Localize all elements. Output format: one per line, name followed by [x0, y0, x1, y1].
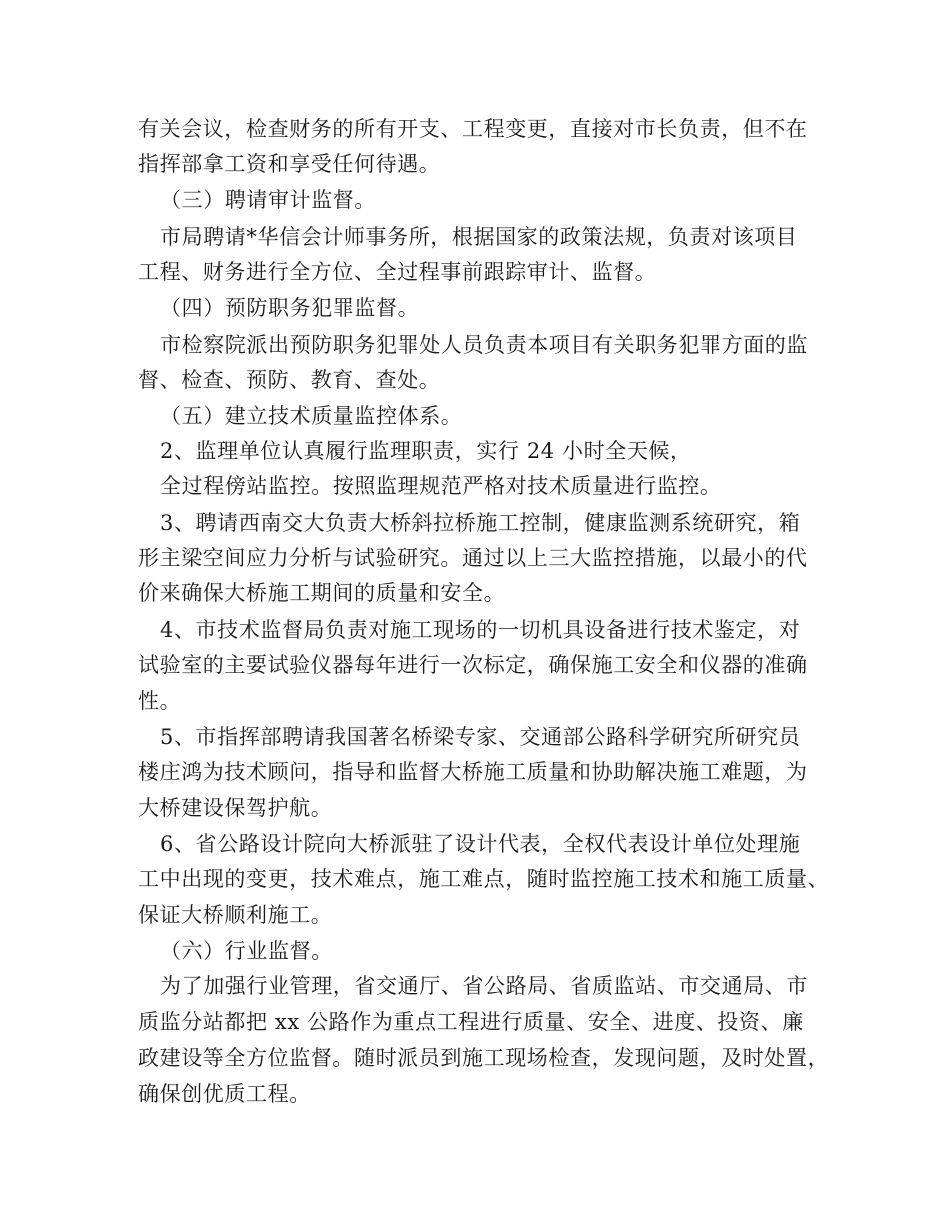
text-line: 试验室的主要试验仪器每年进行一次标定，确保施工安全和仪器的准确 — [138, 653, 808, 677]
text-line: 形主梁空间应力分析与试验研究。通过以上三大监控措施，以最小的代 — [138, 546, 808, 570]
text-line: 性。 — [138, 689, 182, 713]
text-line: 3、聘请西南交大负责大桥斜拉桥施工控制，健康监测系统研究，箱 — [160, 511, 801, 535]
text-line: 有关会议，检查财务的所有开支、工程变更，直接对市长负责，但不在 — [138, 117, 808, 141]
text-line: 大桥建设保驾护航。 — [138, 796, 333, 820]
text-line: 质监分站都把 xx 公路作为重点工程进行质量、安全、进度、投资、廉 — [138, 1010, 804, 1034]
text-line: 6、省公路设计院向大桥派驻了设计代表，全权代表设计单位处理施 — [160, 832, 801, 856]
text-line: 5、市指挥部聘请我国著名桥梁专家、交通部公路科学研究所研究员 — [160, 725, 801, 749]
text-line: 保证大桥顺利施工。 — [138, 903, 333, 927]
text-line: 为了加强行业管理，省交通厅、省公路局、省质监站、市交通局、市 — [160, 974, 808, 998]
text-line: 4、市技术监督局负责对施工现场的一切机具设备进行技术鉴定，对 — [160, 618, 801, 642]
text-line: 政建设等全方位监督。随时派员到施工现场检查，发现问题，及时处置， — [138, 1046, 830, 1070]
text-line: 楼庄鸿为技术顾问，指导和监督大桥施工质量和协助解决施工难题，为 — [138, 760, 808, 784]
section-heading-4: （四）预防职务犯罪监督。 — [160, 296, 420, 320]
text-line: 2、监理单位认真履行监理职责，实行 24 小时全天候， — [160, 439, 692, 463]
text-line: 全过程傍站监控。按照监理规范严格对技术质量进行监控。 — [160, 474, 722, 498]
text-line: 市局聘请*华信会计师事务所，根据国家的政策法规，负责对该项目 — [160, 225, 798, 249]
section-heading-5: （五）建立技术质量监控体系。 — [160, 404, 463, 428]
text-line: 工中出现的变更，技术难点，施工难点，随时监控施工技术和施工质量、 — [138, 867, 830, 891]
text-line: 督、检查、预防、教育、查处。 — [138, 368, 441, 392]
text-line: 市检察院派出预防职务犯罪处人员负责本项目有关职务犯罪方面的监 — [160, 333, 808, 357]
text-line: 价来确保大桥施工期间的质量和安全。 — [138, 581, 506, 605]
text-line: 指挥部拿工资和享受任何待遇。 — [138, 152, 441, 176]
section-heading-3: （三）聘请审计监督。 — [160, 188, 376, 212]
text-line: 工程、财务进行全方位、全过程事前跟踪审计、监督。 — [138, 260, 657, 284]
section-heading-6: （六）行业监督。 — [160, 939, 333, 963]
text-line: 确保创优质工程。 — [138, 1082, 311, 1106]
